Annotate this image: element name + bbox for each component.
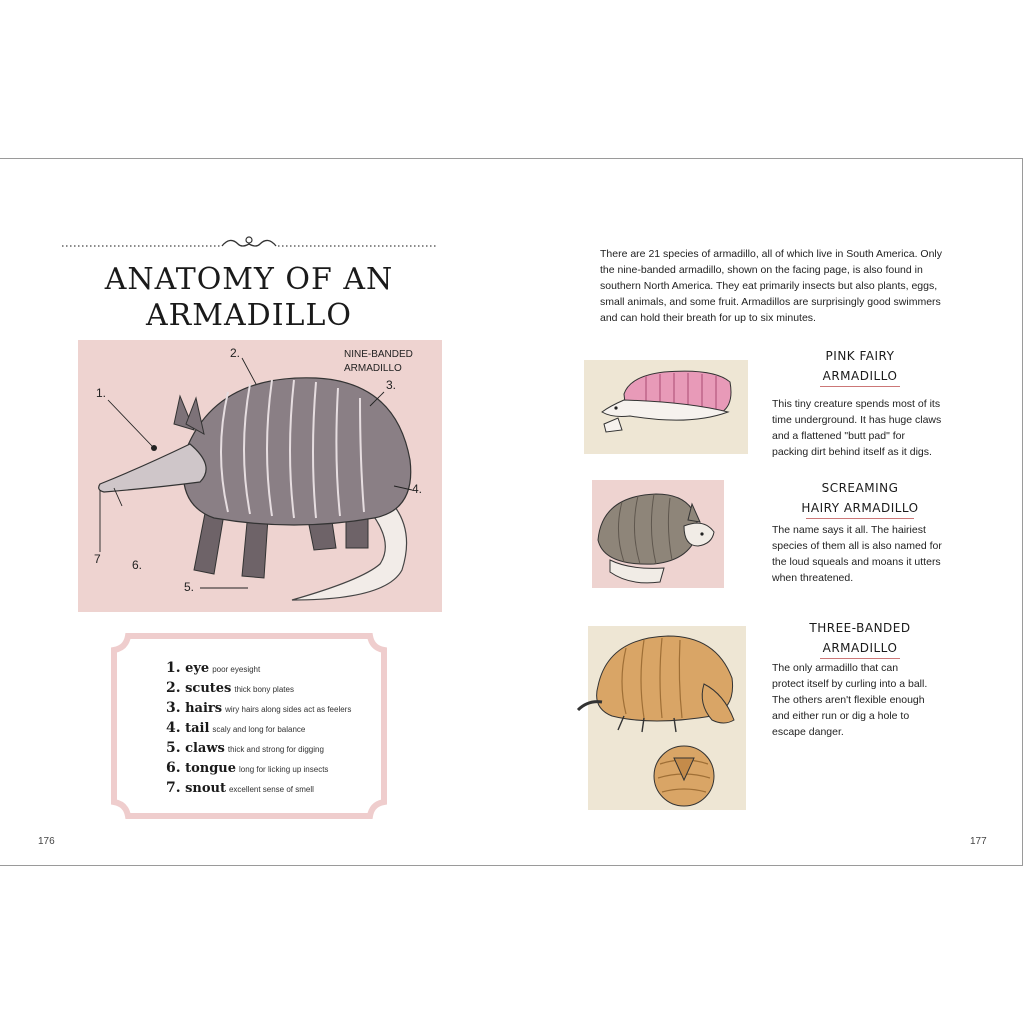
screaming-hairy-description: The name says it all. The hairiest species of them all is also named for the loud squeals and moans it utters when threatened. [772, 524, 942, 584]
three-banded-title: THREE-BANDED ARMADILLO [780, 618, 940, 659]
pink-fairy-title: PINK FAIRY ARMADILLO [780, 346, 940, 387]
screaming-hairy-title: SCREAMING HAIRY ARMADILLO [780, 478, 940, 519]
legend-item: 3. hairs wiry hairs along sides act as feelers [166, 700, 352, 716]
callout-3: 3. [386, 378, 397, 392]
three-banded-armadillo-illustration [574, 626, 750, 810]
page-number-left: 176 [38, 836, 55, 847]
three-banded-description: The only armadillo that can protect itself by curling into a ball. The others aren't flexible enough and either run or dig a hole to escape danger. [772, 662, 928, 738]
legend-item: 2. scutes thick bony plates [166, 680, 294, 696]
title-line-1: ANATOMY OF AN [104, 262, 394, 297]
pink-fairy-armadillo-illustration [584, 360, 748, 454]
legend-list [166, 658, 386, 798]
title-line-2: ARMADILLO [146, 298, 352, 333]
title-underline [820, 386, 900, 387]
title-underline [806, 518, 914, 519]
pink-fairy-description: This tiny creature spends most of its time underground. It has huge claws and a flattened "butt pad" for packing dirt behind itself as it digs. [772, 398, 942, 458]
page-title [62, 262, 436, 334]
page-number-right: 177 [970, 836, 987, 847]
legend-item: 6. tongue long for licking up insects [166, 760, 329, 776]
ornamental-divider-icon [62, 234, 436, 254]
title-underline [820, 658, 900, 659]
screaming-hairy-armadillo-illustration [592, 480, 724, 588]
legend-item: 7. snout excellent sense of smell [166, 780, 314, 796]
callout-1: 1. [96, 386, 107, 400]
callout-5: 5. [184, 580, 195, 594]
intro-paragraph: There are 21 species of armadillo, all of which live in South America. Only the nine-banded armadillo, shown on the facing page, is also found in southern North America. They eat primarily insects but also plants, eggs, small animals, and some fruit. Armadillos are surprisingly good swimmers and can hold their breath for up to six minutes. [600, 248, 942, 324]
legend-item: 1. eye poor eyesight [166, 660, 261, 676]
callout-2: 2. [230, 346, 241, 360]
callout-6: 6. [132, 558, 143, 572]
callout-7: 7 [94, 552, 101, 566]
figure-label-line-2: ARMADILLO [344, 363, 402, 374]
figure-label-line-1: NINE-BANDED [344, 349, 413, 360]
callout-4: 4. [412, 482, 423, 496]
legend-item: 4. tail scaly and long for balance [166, 720, 306, 736]
legend-item: 5. claws thick and strong for digging [166, 740, 324, 756]
